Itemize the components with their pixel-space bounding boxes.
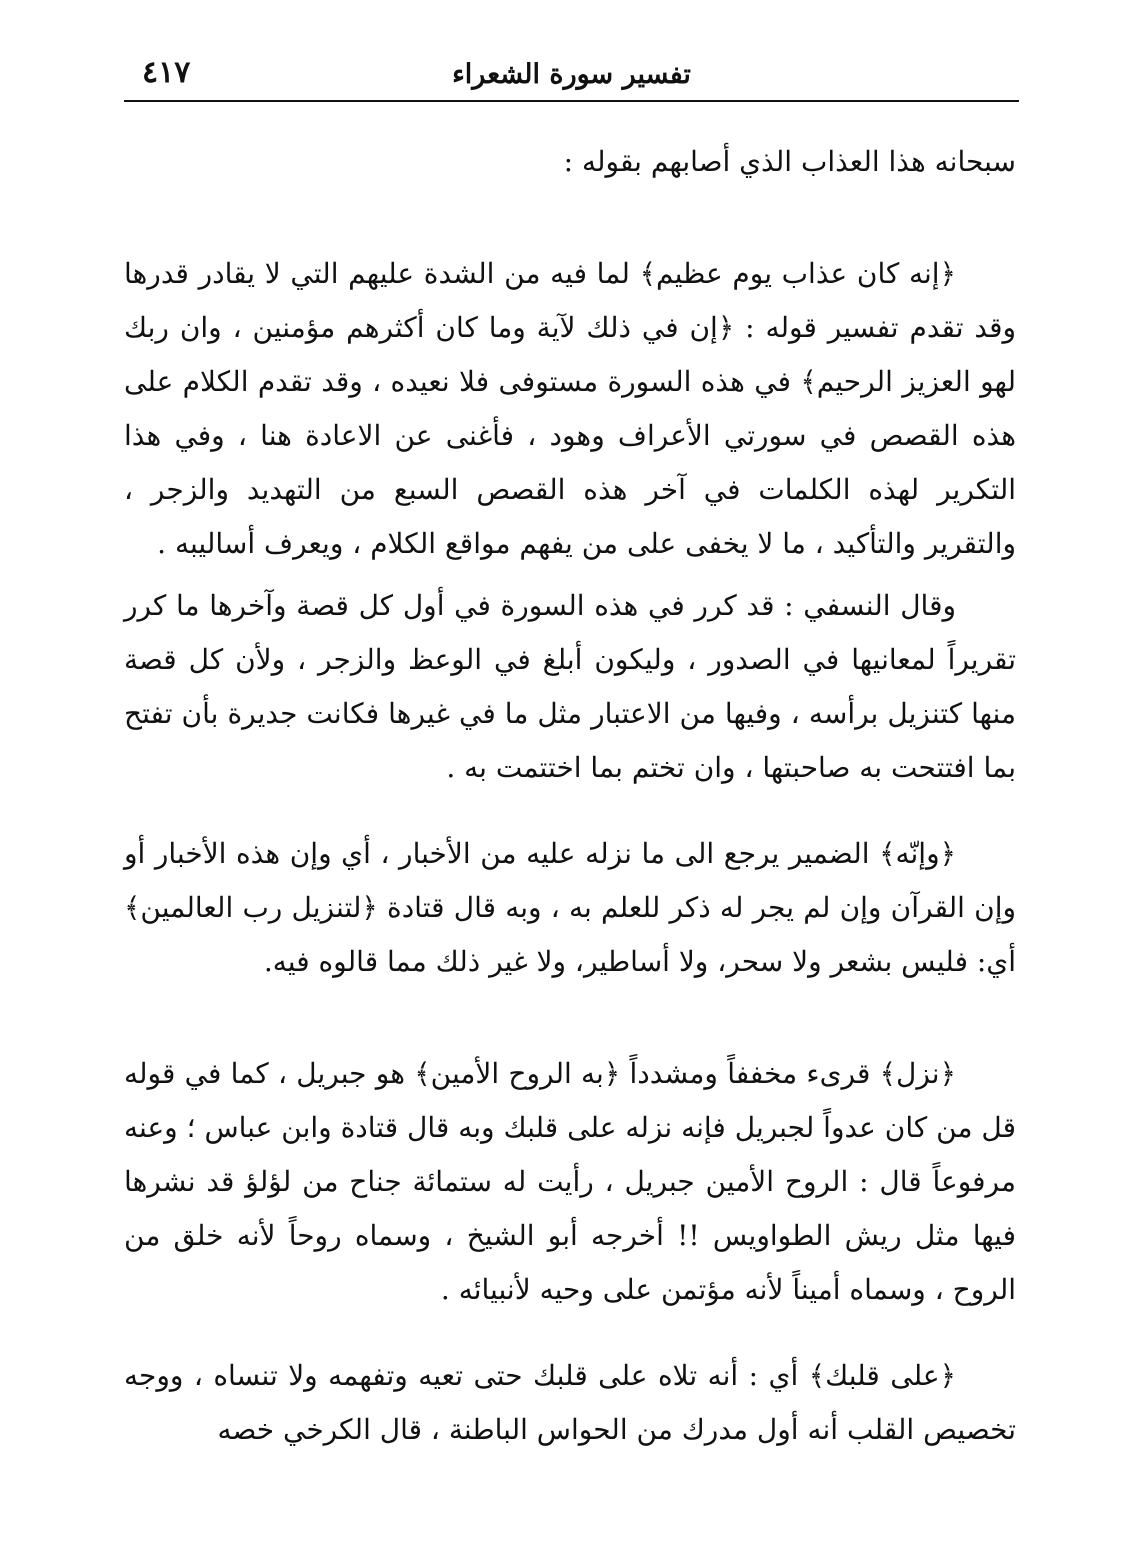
page-header — [124, 50, 1019, 102]
paragraph: ﴿نزل﴾ قرىء مخففاً ومشدداً ﴿به الروح الأمين﴾ هو جبريل ، كما في قوله قل من كان عدواً لجبريل فإنه نزله على قلبك وبه قال قتادة وابن عباس ؛ وعنه مرفوعاً قال : الروح الأمين جبريل ، رأيت له ستمائة جناح من لؤلؤ قد نشرها فيها مثل ريش الطواويس !! أخرجه أبو الشيخ ، وسماه روحاً لأنه خلق من الروح ، وسماه أميناً لأنه مؤتمن على وحيه لأنبيائه . — [124, 1057, 1016, 1306]
running-title: تفسير سورة الشعراء — [452, 59, 691, 90]
paragraph: سبحانه هذا العذاب الذي أصابهم بقوله : — [563, 145, 1016, 178]
page-body — [124, 135, 1016, 1457]
paragraph: ﴿إنه كان عذاب يوم عظيم﴾ لما فيه من الشدة عليهم التي لا يقادر قدرها وقد تقدم تفسير قوله : ﴿إن في ذلك لآية وما كان أكثرهم مؤمنين ، وان ربك لهو العزيز الرحيم﴾ في هذه السورة مستوفى فلا نعيده ، وقد تقدم الكلام على هذه القصص في سورتي الأعراف وهود ، فأغنى عن الاعادة هنا ، وفي هذا التكرير لهذه الكلمات في آخر هذه القصص السبع من التهديد والزجر ، والتقرير والتأكيد ، ما لا يخفى على من يفهم مواقع الكلام ، ويعرف أساليبه . — [124, 257, 1017, 560]
paragraph: ﴿على قلبك﴾ أي : أنه تلاه على قلبك حتى تعيه وتفهمه ولا تنساه ، ووجه تخصيص القلب أنه أول مدرك من الحواس الباطنة ، قال الكرخي خصه — [124, 1359, 1016, 1446]
paragraph: وقال النسفي : قد كرر في هذه السورة في أول كل قصة وآخرها ما كرر تقريراً لمعانيها في الصدور ، وليكون أبلغ في الوعظ والزجر ، ولأن كل قصة منها كتنزيل برأسه ، وفيها من الاعتبار مثل ما في غيرها فكانت جديرة بأن تفتح بما افتتحت به صاحبتها ، وان تختم بما اختتمت به . — [124, 589, 1016, 784]
header-rule — [124, 100, 1019, 102]
paragraph: ﴿وإنّه﴾ الضمير يرجع الى ما نزله عليه من الأخبار ، أي وإن هذه الأخبار أو وإن القرآن وإن لم يجر له ذكر للعلم به ، وبه قال قتادة ﴿لتنزيل رب العالمين﴾ أي: فليس بشعر ولا سحر، ولا أساطير، ولا غير ذلك مما قالوه فيه. — [124, 837, 1016, 978]
page-number: ٤١٧ — [142, 55, 191, 90]
